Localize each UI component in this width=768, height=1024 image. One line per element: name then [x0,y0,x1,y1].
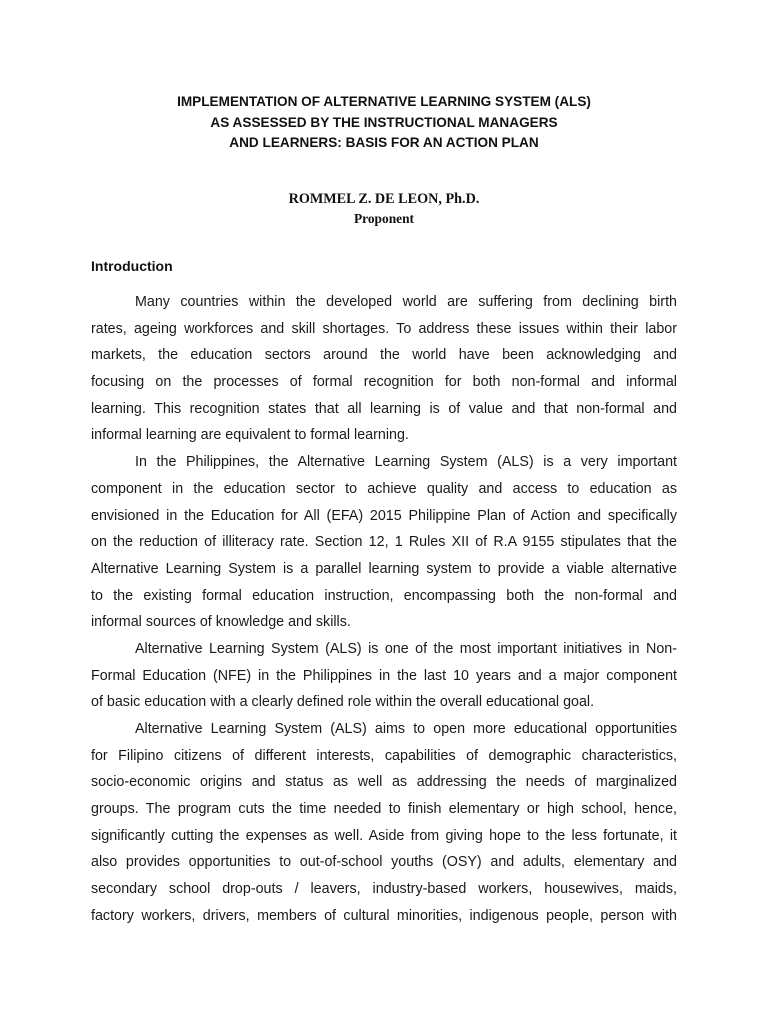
text-line: informal sources of knowledge and skills. [91,614,351,631]
text-line: envisioned in the Education for All (EFA) 2015 Philippine Plan of Action and specifically [91,507,677,524]
author-name: ROMMEL Z. DE LEON, Ph.D. [288,191,480,207]
text-line: groups. The program cuts the time needed to finish elementary or high school, hence, [91,801,677,818]
text-line: socio-economic origins and status as well as addressing the needs of marginalized [91,774,677,791]
title-line: IMPLEMENTATION OF ALTERNATIVE LEARNING SYSTEM (ALS) [177,94,591,109]
text-line: Alternative Learning System (ALS) is one of the most important initiatives in Non- [135,640,677,657]
text-line: factory workers, drivers, members of cultural minorities, indigenous people, person with [91,907,677,924]
title-line: AND LEARNERS: BASIS FOR AN ACTION PLAN [229,135,539,150]
text-line: of basic education with a clearly defined role within the overall educational goal. [91,694,595,711]
text-line: for Filipino citizens of different interests, capabilities of demographic characteristics, [91,747,677,764]
text-line: informal learning are equivalent to formal learning. [91,427,409,444]
text-line: to the existing formal education instruction, encompassing both the non-formal and [91,587,677,604]
section-heading: Introduction [91,258,173,274]
text-line: component in the education sector to achieve quality and access to education as [91,480,677,497]
text-line: In the Philippines, the Alternative Learning System (ALS) is a very important [135,454,677,471]
document-title [0,92,768,154]
text-line: focusing on the processes of formal recognition for both non-formal and informal [91,374,677,391]
text-line: rates, ageing workforces and skill shortages. To address these issues within their labor [91,320,677,337]
text-line: significantly cutting the expenses as well. Aside from giving hope to the less fortunate, it [91,827,677,844]
author-role: Proponent [353,211,415,226]
text-line: secondary school drop-outs / leavers, industry-based workers, housewives, maids, [91,881,677,898]
title-line: AS ASSESSED BY THE INSTRUCTIONAL MANAGERS [210,114,558,130]
text-line: on the reduction of illiteracy rate. Section 12, 1 Rules XII of R.A 9155 stipulates that the [91,534,677,551]
text-line: Alternative Learning System is a parallel learning system to provide a viable alternative [91,560,677,577]
text-line: Many countries within the developed world are suffering from declining birth [135,294,677,310]
text-line: Alternative Learning System (ALS) aims to open more educational opportunities [135,721,677,737]
body-text [91,289,677,930]
author-block [0,190,768,228]
text-line: also provides opportunities to out-of-school youths (OSY) and adults, elementary and [91,854,677,871]
text-line: Formal Education (NFE) in the Philippines in the last 10 years and a major component [91,667,677,684]
text-line: markets, the education sectors around the world have been acknowledging and [91,347,677,364]
text-line: learning. This recognition states that all learning is of value and that non-formal and [91,400,677,417]
